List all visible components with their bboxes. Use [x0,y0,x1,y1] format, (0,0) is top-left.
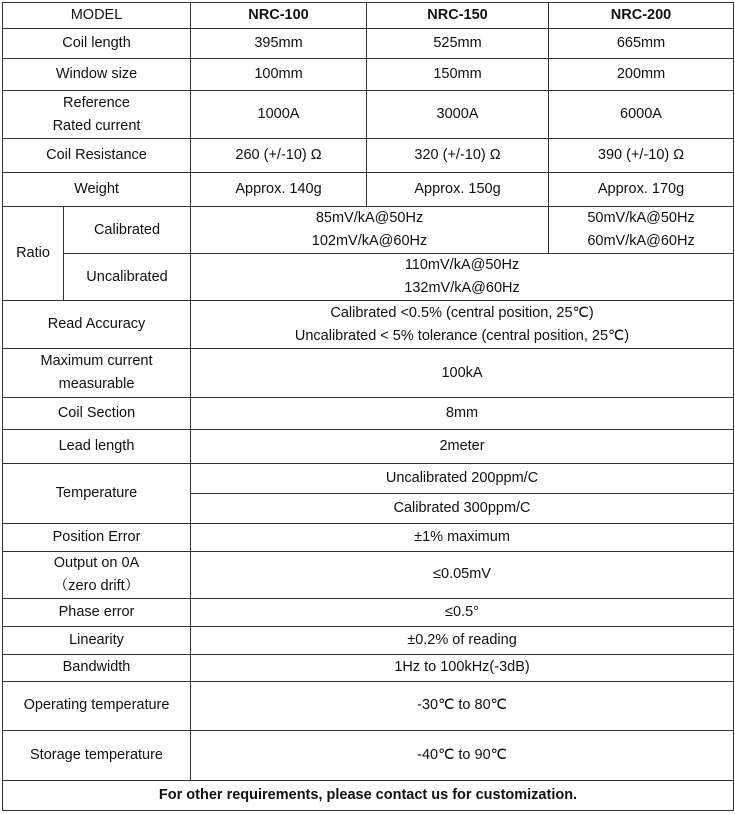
bandwidth-row [3,654,734,681]
label-line: Reference [63,94,130,111]
cell-value: ≤0.5° [191,598,734,626]
cell-value: ≤0.05mV [191,551,734,598]
value-line: 132mV/kA@60Hz [404,280,520,297]
model-nrc-150: NRC-150 [367,3,549,29]
cell-value: 390 (+/-10) Ω [549,139,734,173]
ratio-label: Ratio [3,207,64,301]
ratio-uncalibrated-label: Uncalibrated [64,254,191,301]
row-label [3,551,191,598]
row-label: Read Accuracy [3,301,191,349]
ratio-uncalibrated-row [3,254,734,301]
cell-value: 525mm [367,29,549,59]
value-line: 110mV/kA@50Hz [404,257,520,274]
coil-section-row [3,398,734,430]
cell-value: ±1% maximum [191,523,734,551]
value-line: Calibrated <0.5% (central position, 25℃) [330,304,594,321]
value-line: 60mV/kA@60Hz [587,233,695,250]
row-label [3,349,191,398]
cell-value: 150mm [367,59,549,91]
row-label: Phase error [3,598,191,626]
temperature-row [3,464,734,523]
cell-value: Approx. 150g [367,173,549,207]
max-current-row [3,349,734,398]
cell-value: 8mm [191,398,734,430]
model-nrc-200: NRC-200 [549,3,734,29]
cell-value: -40℃ to 90℃ [191,730,734,780]
window-size-row [3,59,734,91]
row-label: Window size [3,59,191,91]
ratio-calibrated-nrc200 [549,207,734,254]
value-line: Uncalibrated 200ppm/C [385,470,539,487]
value-line: 50mV/kA@50Hz [587,210,695,227]
row-label: Coil length [3,29,191,59]
row-label: Coil Section [3,398,191,430]
cell-value: ±0.2% of reading [191,626,734,654]
model-header: MODEL [3,3,191,29]
cell-value: 260 (+/-10) Ω [191,139,367,173]
row-label: Lead length [3,430,191,464]
ratio-calibrated-label: Calibrated [64,207,191,254]
weight-row [3,173,734,207]
row-label: Storage temperature [3,730,191,780]
row-label [3,91,191,139]
phase-error-row [3,598,734,626]
row-label: Temperature [3,464,191,523]
coil-resistance-row [3,139,734,173]
temperature-values [191,464,734,523]
reference-current-row [3,91,734,139]
row-label: Operating temperature [3,681,191,730]
ratio-calibrated-nrc100-150 [191,207,549,254]
ratio-calibrated-row [3,207,734,254]
cell-value: 200mm [549,59,734,91]
spec-table [2,2,734,811]
value-line: Uncalibrated < 5% tolerance (central position, 25℃) [294,327,630,344]
cell-value: Approx. 140g [191,173,367,207]
cell-value: -30℃ to 80℃ [191,681,734,730]
header-row [3,3,734,29]
ratio-uncalibrated-value [191,254,734,301]
row-label: Position Error [3,523,191,551]
model-nrc-100: NRC-100 [191,3,367,29]
lead-length-row [3,430,734,464]
value-line: 85mV/kA@50Hz [315,210,424,227]
cell-value: 2meter [191,430,734,464]
cell-value: 1Hz to 100kHz(-3dB) [191,654,734,681]
label-line: measurable [58,376,135,393]
storage-temperature-row [3,730,734,780]
cell-value: 1000A [191,91,367,139]
row-label: Bandwidth [3,654,191,681]
cell-value: 100kA [191,349,734,398]
row-label: Coil Resistance [3,139,191,173]
output-0a-row [3,551,734,598]
row-label: Weight [3,173,191,207]
label-line: （zero drift） [53,577,140,594]
footer-note: For other requirements, please contact us for customization. [3,780,734,810]
coil-length-row [3,29,734,59]
cell-value: 6000A [549,91,734,139]
row-label: Linearity [3,626,191,654]
label-line: Maximum current [40,353,153,370]
cell-value: 665mm [549,29,734,59]
linearity-row [3,626,734,654]
cell-value: 100mm [191,59,367,91]
label-line: Rated current [52,117,141,134]
cell-value: Approx. 170g [549,173,734,207]
value-line: Calibrated 300ppm/C [191,493,733,522]
position-error-row [3,523,734,551]
footer-row [3,780,734,810]
cell-value: 320 (+/-10) Ω [367,139,549,173]
operating-temperature-row [3,681,734,730]
label-line: Output on 0A [53,554,140,571]
read-accuracy-value [191,301,734,349]
cell-value: 395mm [191,29,367,59]
cell-value: 3000A [367,91,549,139]
read-accuracy-row [3,301,734,349]
value-line: 102mV/kA@60Hz [311,233,428,250]
